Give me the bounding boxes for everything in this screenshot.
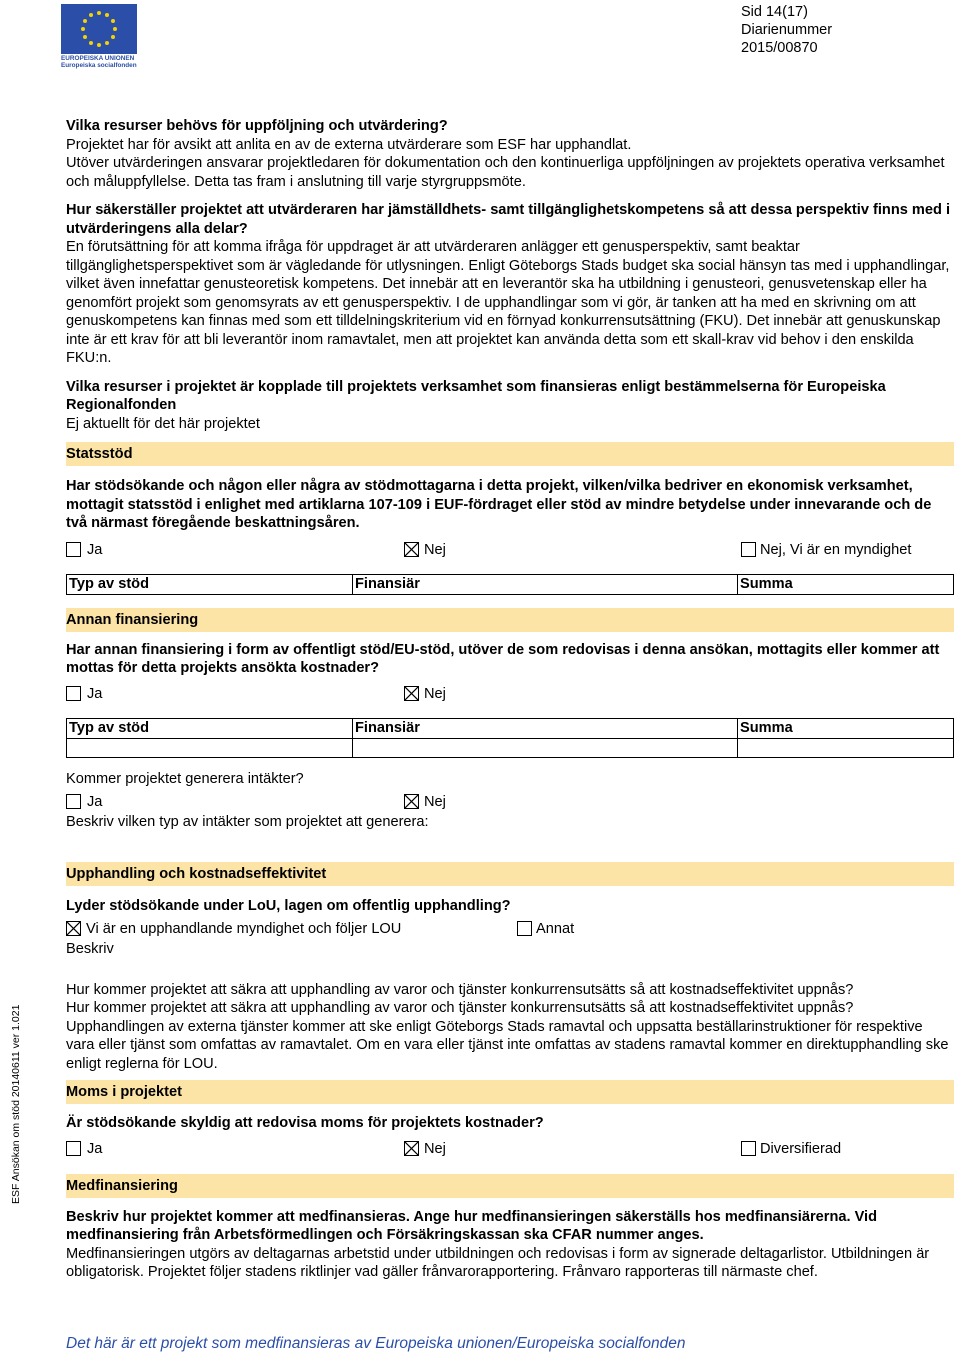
- resources-text-2: Utöver utvärderingen ansvarar projektledaren för dokumentation och den kontinuerliga uppföljningen av projektets operativa verksamhet och måluppfyllelse. Detta tas fram i anslutning till varje styrgruppsmöte.: [66, 155, 945, 190]
- annan-ja-label: Ja: [87, 685, 103, 702]
- statsstod-nej-checkbox[interactable]: [404, 542, 419, 557]
- section-upphandling: Upphandling och kostnadseffektivitet: [66, 862, 954, 886]
- col-summa: Summa: [738, 718, 954, 738]
- statsstod-table: [66, 574, 954, 595]
- statsstod-ja-label: Ja: [87, 541, 103, 558]
- moms-ja-checkbox[interactable]: [66, 1141, 81, 1156]
- lou-checkbox[interactable]: [66, 921, 81, 936]
- upphandling-question: Lyder stödsökande under LoU, lagen om offentlig upphandling?: [66, 897, 511, 914]
- resources-question: Vilka resurser behövs för uppföljning och utvärdering?: [66, 118, 448, 134]
- moms-nej-checkbox[interactable]: [404, 1141, 419, 1156]
- page-header: [741, 4, 832, 57]
- competence-question: Hur säkerställer projektet att utvärderaren har jämställdhets- samt tillgänglighetskompetens så att dessa perspektiv finns med i utvärderingens alla delar?: [66, 202, 951, 237]
- section-moms: Moms i projektet: [66, 1080, 954, 1104]
- eu-flag-icon: [61, 4, 137, 54]
- moms-nej-label: Nej: [424, 1140, 446, 1157]
- statsstod-options: [66, 541, 954, 561]
- annan-nej-label: Nej: [424, 685, 446, 702]
- competence-answer: En förutsättning för att komma ifråga för uppdraget är att utvärderaren anlägger ett genusperspektiv, samt beaktar tillgänglighetsperspektivet som är vägledande för utlysningen. Enligt Göteborgs Stads budget ska social hänsyn tas med i upphandlingar, vilket även innefattar genusteoretisk kompetens. Det innebär att en leverantör ska ha utbildning i genusteori, genusvetenskap eller ha genomfört projekt som genomsyrats av ett genusperspektiv. I de upphandlingar som vi gör, är tanken att ha med en skrivning om att genuskompetens kan finnas med som ett tilldelningskriterium vid en förnyad konkurrensutsättning (FKU). Det innebär att genuskunskap inte är ett krav för att bli leverantör inom ramavtalet, men att projektet kan använda detta som ett skall-krav vid behov i den enskilda FKU:n.: [66, 239, 950, 366]
- statsstod-ja-checkbox[interactable]: [66, 542, 81, 557]
- col-typ-av-stod: Typ av stöd: [67, 574, 353, 594]
- upphandling-answer: Upphandlingen av externa tjänster kommer att ske enligt Göteborgs Stads ramavtal och uppsatta beställarinstruktioner för respektive vara eller tjänst som omfattas av ramavtalet. Om en vara eller tjänst inte omfattas av stadens ramavtal kommer en direktupphandling ske enligt reglerna för LOU.: [66, 1018, 949, 1072]
- income-nej-checkbox[interactable]: [404, 794, 419, 809]
- lou-label: Vi är en upphandlande myndighet och följer LOU: [86, 921, 402, 937]
- beskriv-label: Beskriv: [66, 941, 114, 957]
- moms-ja-label: Ja: [87, 1140, 103, 1157]
- annan-ja-checkbox[interactable]: [66, 686, 81, 701]
- upphandling-q1: Hur kommer projektet att säkra att upphandling av varor och tjänster konkurrensutsätts så att kostnadseffektivitet uppnås?: [66, 981, 854, 998]
- linked-question: Vilka resurser i projektet är kopplade till projektets verksamhet som finansieras enligt bestämmelserna för Europeiska Regionalfonden: [66, 378, 886, 413]
- col-finansiar: Finansiär: [353, 718, 738, 738]
- annat-checkbox[interactable]: [517, 921, 532, 936]
- cell-typ-input[interactable]: [67, 738, 353, 757]
- col-summa: Summa: [738, 574, 954, 594]
- moms-div-label: Diversifierad: [760, 1140, 842, 1157]
- cell-summa-input[interactable]: [738, 738, 954, 757]
- annan-question: Har annan finansiering i form av offentligt stöd/EU-stöd, utöver de som redovisas i denna ansökan, mottagits eller kommer att mottas för detta projekts ansökta kostnader?: [66, 641, 940, 676]
- resources-text-1: Projektet har för avsikt att anlita en av de externa utvärderare som ESF har upphandlat.: [66, 136, 632, 153]
- col-typ-av-stod: Typ av stöd: [67, 718, 353, 738]
- income-description: Beskriv vilken typ av intäkter som projektet att generera:: [66, 814, 429, 830]
- page-number: Sid 14(17): [741, 4, 808, 20]
- cell-finansiar-input[interactable]: [353, 738, 738, 757]
- annan-options: [66, 685, 954, 705]
- table-header-row: [67, 574, 954, 594]
- statsstod-myndighet-label: Nej, Vi är en myndighet: [760, 541, 912, 558]
- income-nej-label: Nej: [424, 794, 446, 810]
- col-finansiar: Finansiär: [353, 574, 738, 594]
- section-statsstod: Statsstöd: [66, 442, 954, 466]
- diary-number: 2015/00870: [741, 39, 818, 56]
- linked-answer: Ej aktuellt för det här projektet: [66, 415, 260, 432]
- section-medfinansiering: Medfinansiering: [66, 1174, 954, 1198]
- section-annan-finansiering: Annan finansiering: [66, 608, 954, 632]
- document-body: [66, 117, 954, 1282]
- statsstod-myndighet-checkbox[interactable]: [741, 542, 756, 557]
- income-ja-checkbox[interactable]: [66, 794, 81, 809]
- income-options: [66, 793, 954, 813]
- eu-logo-caption: EUROPEISKA UNIONEN Europeiska socialfonden: [61, 55, 137, 69]
- moms-question: Är stödsökande skyldig att redovisa moms för projektets kostnader?: [66, 1115, 544, 1131]
- table-row: [67, 738, 954, 757]
- eu-logo: [61, 4, 137, 69]
- income-ja-label: Ja: [87, 794, 103, 810]
- annat-label: Annat: [536, 921, 575, 937]
- upphandling-options: [66, 920, 954, 940]
- medfin-answer: Medfinansieringen utgörs av deltagarnas arbetstid under utbildningen och redovisas i form av signerade deltagarlistor. Utbildningen är obligatorisk. Projektet följer stadens riktlinjer vad gäller frånvarorapportering. Frånvaro rapporteras till närmaste chef.: [66, 1245, 930, 1280]
- medfin-question: Beskriv hur projektet kommer att medfinansieras. Ange hur medfinansieringen säkerställs hos medfinansiärerna. Vid medfinansiering från Arbetsförmedlingen och Försäkringskassan ska CFAR nummer anges.: [66, 1208, 878, 1243]
- statsstod-question: Har stödsökande och någon eller några av stödmottagarna i detta projekt, vilken/vilka bedriver en ekonomisk verksamhet, mottagit statsstöd i enlighet med artiklarna 107-109 i EUF-fördraget eller stöd av mindre betydelse under innevarande och de två närmast föregående beskattningsåren.: [66, 478, 932, 531]
- income-question: Kommer projektet generera intäkter?: [66, 770, 304, 787]
- table-header-row: [67, 718, 954, 738]
- statsstod-nej-label: Nej: [424, 541, 446, 558]
- upphandling-q2: Hur kommer projektet att säkra att upphandling av varor och tjänster konkurrensutsätts så att kostnadseffektivitet uppnås?: [66, 1000, 854, 1016]
- moms-options: [66, 1140, 954, 1160]
- form-version-side-text: ESF Ansökan om stöd 20140611 ver 1.021: [9, 1004, 22, 1204]
- footer-text: Det här är ett projekt som medfinansieras av Europeiska unionen/Europeiska socialfonden: [66, 1335, 686, 1352]
- annan-table: [66, 718, 954, 758]
- diary-label: Diarienummer: [741, 21, 833, 38]
- annan-nej-checkbox[interactable]: [404, 686, 419, 701]
- moms-div-checkbox[interactable]: [741, 1141, 756, 1156]
